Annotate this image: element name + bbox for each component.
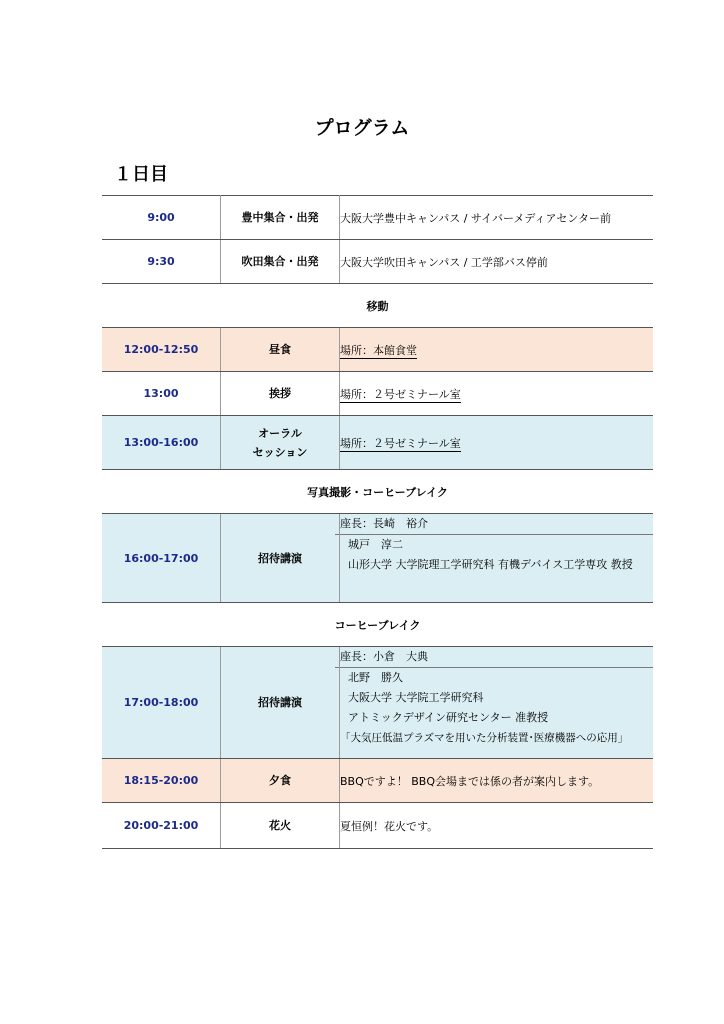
schedule-table bbox=[102, 195, 653, 849]
divider-label: コーヒーブレイク bbox=[102, 603, 653, 647]
event-detail: 夏恒例！花火です。 bbox=[340, 803, 654, 849]
page-title: プログラム bbox=[314, 117, 410, 139]
time-cell: 17:00-18:00 bbox=[102, 647, 221, 759]
day-heading: １日目 bbox=[114, 164, 168, 185]
event-detail bbox=[340, 514, 654, 603]
table-row bbox=[102, 240, 653, 284]
location-text: 場所：本館食堂 bbox=[340, 343, 417, 357]
table-row bbox=[102, 759, 653, 803]
event-label bbox=[221, 416, 340, 470]
location-text: 場所：２号ゼミナール室 bbox=[340, 436, 461, 450]
time-cell: 13:00 bbox=[102, 372, 221, 416]
event-label: 夕食 bbox=[221, 759, 340, 803]
time-cell: 13:00-16:00 bbox=[102, 416, 221, 470]
divider-row bbox=[102, 470, 653, 514]
event-detail bbox=[340, 328, 654, 372]
speaker-affiliation: 山形大学 大学院理工学研究科 有機デバイス工学専攻 教授 bbox=[348, 558, 633, 571]
event-detail bbox=[340, 416, 654, 470]
label-line: オーラル bbox=[258, 426, 302, 440]
event-label: 豊中集合・出発 bbox=[221, 196, 340, 240]
event-label: 吹田集合・出発 bbox=[221, 240, 340, 284]
table-row bbox=[102, 196, 653, 240]
table-row bbox=[102, 372, 653, 416]
table-row bbox=[102, 647, 653, 759]
time-cell: 20:00-21:00 bbox=[102, 803, 221, 849]
event-label: 花火 bbox=[221, 803, 340, 849]
time-cell: 9:30 bbox=[102, 240, 221, 284]
divider-row bbox=[102, 603, 653, 647]
speaker-affiliation: アトミックデザイン研究センター 准教授 bbox=[348, 711, 549, 724]
event-detail: 大阪大学豊中キャンパス / サイバーメディアセンター前 bbox=[340, 196, 654, 240]
event-detail: 大阪大学吹田キャンパス / 工学部バス停前 bbox=[340, 240, 654, 284]
label-line: セッション bbox=[252, 445, 308, 459]
divider-label: 移動 bbox=[102, 284, 653, 328]
time-cell: 9:00 bbox=[102, 196, 221, 240]
location-text: 場所：２号ゼミナール室 bbox=[340, 387, 461, 401]
event-label: 招待講演 bbox=[221, 647, 340, 759]
table-row bbox=[102, 416, 653, 470]
table-row bbox=[102, 328, 653, 372]
event-label: 挨拶 bbox=[221, 372, 340, 416]
speaker-name: 北野 勝久 bbox=[348, 671, 403, 684]
chair-text: 座長：長崎 裕介 bbox=[335, 514, 653, 535]
event-label: 昼食 bbox=[221, 328, 340, 372]
table-row bbox=[102, 803, 653, 849]
speaker-name: 城戸 淳二 bbox=[348, 538, 403, 551]
chair-text: 座長：小倉 大典 bbox=[335, 647, 653, 668]
table-row bbox=[102, 514, 653, 603]
time-cell: 16:00-17:00 bbox=[102, 514, 221, 603]
time-cell: 12:00-12:50 bbox=[102, 328, 221, 372]
speaker-affiliation: 大阪大学 大学院工学研究科 bbox=[348, 691, 484, 704]
time-cell: 18:15-20:00 bbox=[102, 759, 221, 803]
event-detail: BBQですよ！ BBQ会場までは係の者が案内します。 bbox=[340, 759, 654, 803]
talk-title: 「大気圧低温プラズマを用いた分析装置･医療機器への応用」 bbox=[340, 732, 629, 744]
divider-label: 写真撮影・コーヒーブレイク bbox=[102, 470, 653, 514]
event-detail bbox=[340, 372, 654, 416]
divider-row bbox=[102, 284, 653, 328]
event-label: 招待講演 bbox=[221, 514, 340, 603]
event-detail bbox=[340, 647, 654, 759]
